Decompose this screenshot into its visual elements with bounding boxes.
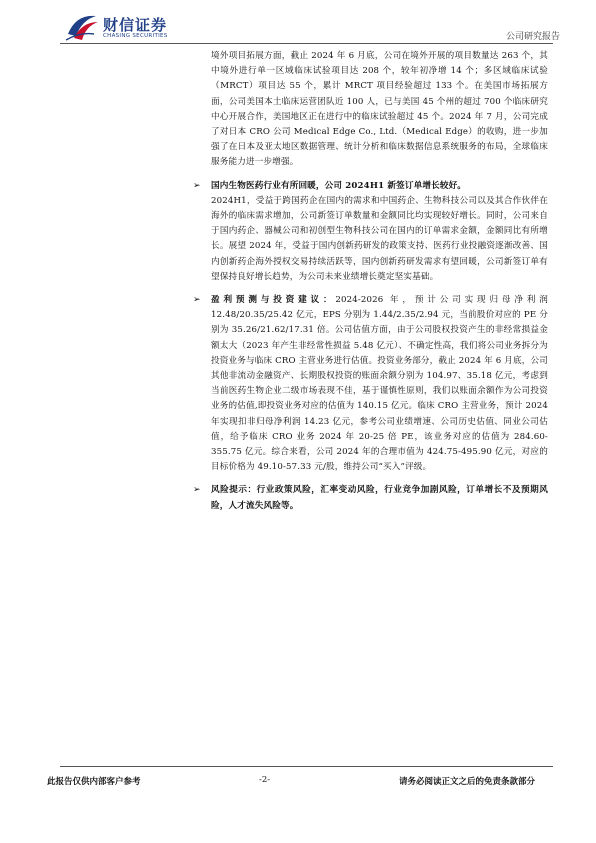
bullet-arrow-icon: ➢ [193,180,201,191]
footer-disclaimer-right: 请务必阅读正文之后的免责条款部分 [399,777,536,787]
brand-name-cn: 财信证券 [103,16,168,34]
footer-divider [60,766,553,767]
paragraph-overseas-expansion: 境外项目拓展方面，截止 2024 年 6 月底，公司在境外开展的项目数量达 263 个，其中境外进行单一区域临床试验项目达 208 个，较年初净增 14 个；多区域临床试验（MRCT）项目达 55 个，累计 MRCT 项目经验超过 133 个。在美国市场拓展方面，公司美国本土临床运营团队近 100 人，已与美国 45 个州的超过 700 个临床研究中心开展合作，美国地区正在进行中的临床试验超过 45 个。2024 年 7 月，公司完成了对日本 CRO 公司 Medical Edge Co., Ltd.（Medical Edge）的收购，进一步加强了在日本及亚太地区数据管理、统计分析和临床数据信息系统服务的布局，全球临床服务能力进一步增强。 [211,51,548,168]
bullet-lead: 风险提示：行业政策风险，汇率变动风险，行业竞争加剧风险，订单增长不及预期风险，人才流失风险等。 [211,485,548,511]
bullet-lead: 盈利预测与投资建议： [211,295,336,306]
brand-name-en: CHASING SECURITIES [103,33,168,39]
company-logo-icon [64,12,100,42]
report-body [193,49,548,514]
bullet-arrow-icon: ➢ [193,485,201,496]
page-number: -2- [259,775,271,785]
bullet-text: 2024H1，受益于跨国药企在国内的需求和中国药企、生物科技公司以及其合作伙伴在海外的临床需求增加，公司新签订单数量和金额同比均实现较好增长。同时，公司来自于国内药企、器械公司和初创型生物科技公司在国内的订单需求金额，金额同比有所增长。展望 2024 年，受益于国内创新药研发的政策支持、医药行业投融资逐渐改善、国内创新药企海外授权交易持续活跃等，国内创新药研发需求有望回暖，公司新签订单有望保持良好增长趋势，为公司未来业绩增长奠定坚实基础。 [211,195,548,282]
report-type-label: 公司研究报告 [506,32,561,42]
bullet-domestic-orders [193,179,548,285]
footer-disclaimer-left: 此报告仅供内部客户参考 [47,777,141,787]
bullet-lead: 国内生物医药行业有所回暖，公司 2024H1 新签订单增长较好。 [211,180,467,191]
bullet-earnings-forecast [193,293,548,475]
header-divider [60,43,553,44]
bullet-risk-warning [193,483,548,513]
bullet-arrow-icon: ➢ [193,295,201,306]
bullet-text: 2024-2026 年，预计公司实现归母净利润 12.48/20.35/25.42 亿元，EPS 分别为 1.44/2.35/2.94 元，当前股价对应的 PE 分别为 35.26/21.62/17.31 倍。公司估值方面，由于公司股权投资产生的非经常损益金额太大（2023 年产生非经常性损益 5.48 亿元）、不确定性高，我们将公司业务拆分为投资业务与临床 CRO 主营业务进行估值。投资业务部分，截止 2024 年 6 月底，公司其他非流动金融资产、长期股权投资的账面余额分别为 104.97、35.18 亿元，考虑到当前医药生物企业二级市场表现不佳，基于谨慎性原则，我们以账面余额作为公司投资业务的估值,即投资业务对应的估值为 140.15 亿元。临床 CRO 主营业务，预计 2024 年实现扣非归母净利润 14.23 亿元，参考公司业绩增速、公司历史估值、同业公司估值，给予临床 CRO 业务 2024 年 20-25 倍 PE，该业务对应的估值为 284.60-355.75 亿元。综合来看，公司 2024 年的合理市值为 424.75-495.90 亿元，对应的目标价格为 49.10-57.33 元/股，维持公司“买入”评级。 [211,295,548,473]
